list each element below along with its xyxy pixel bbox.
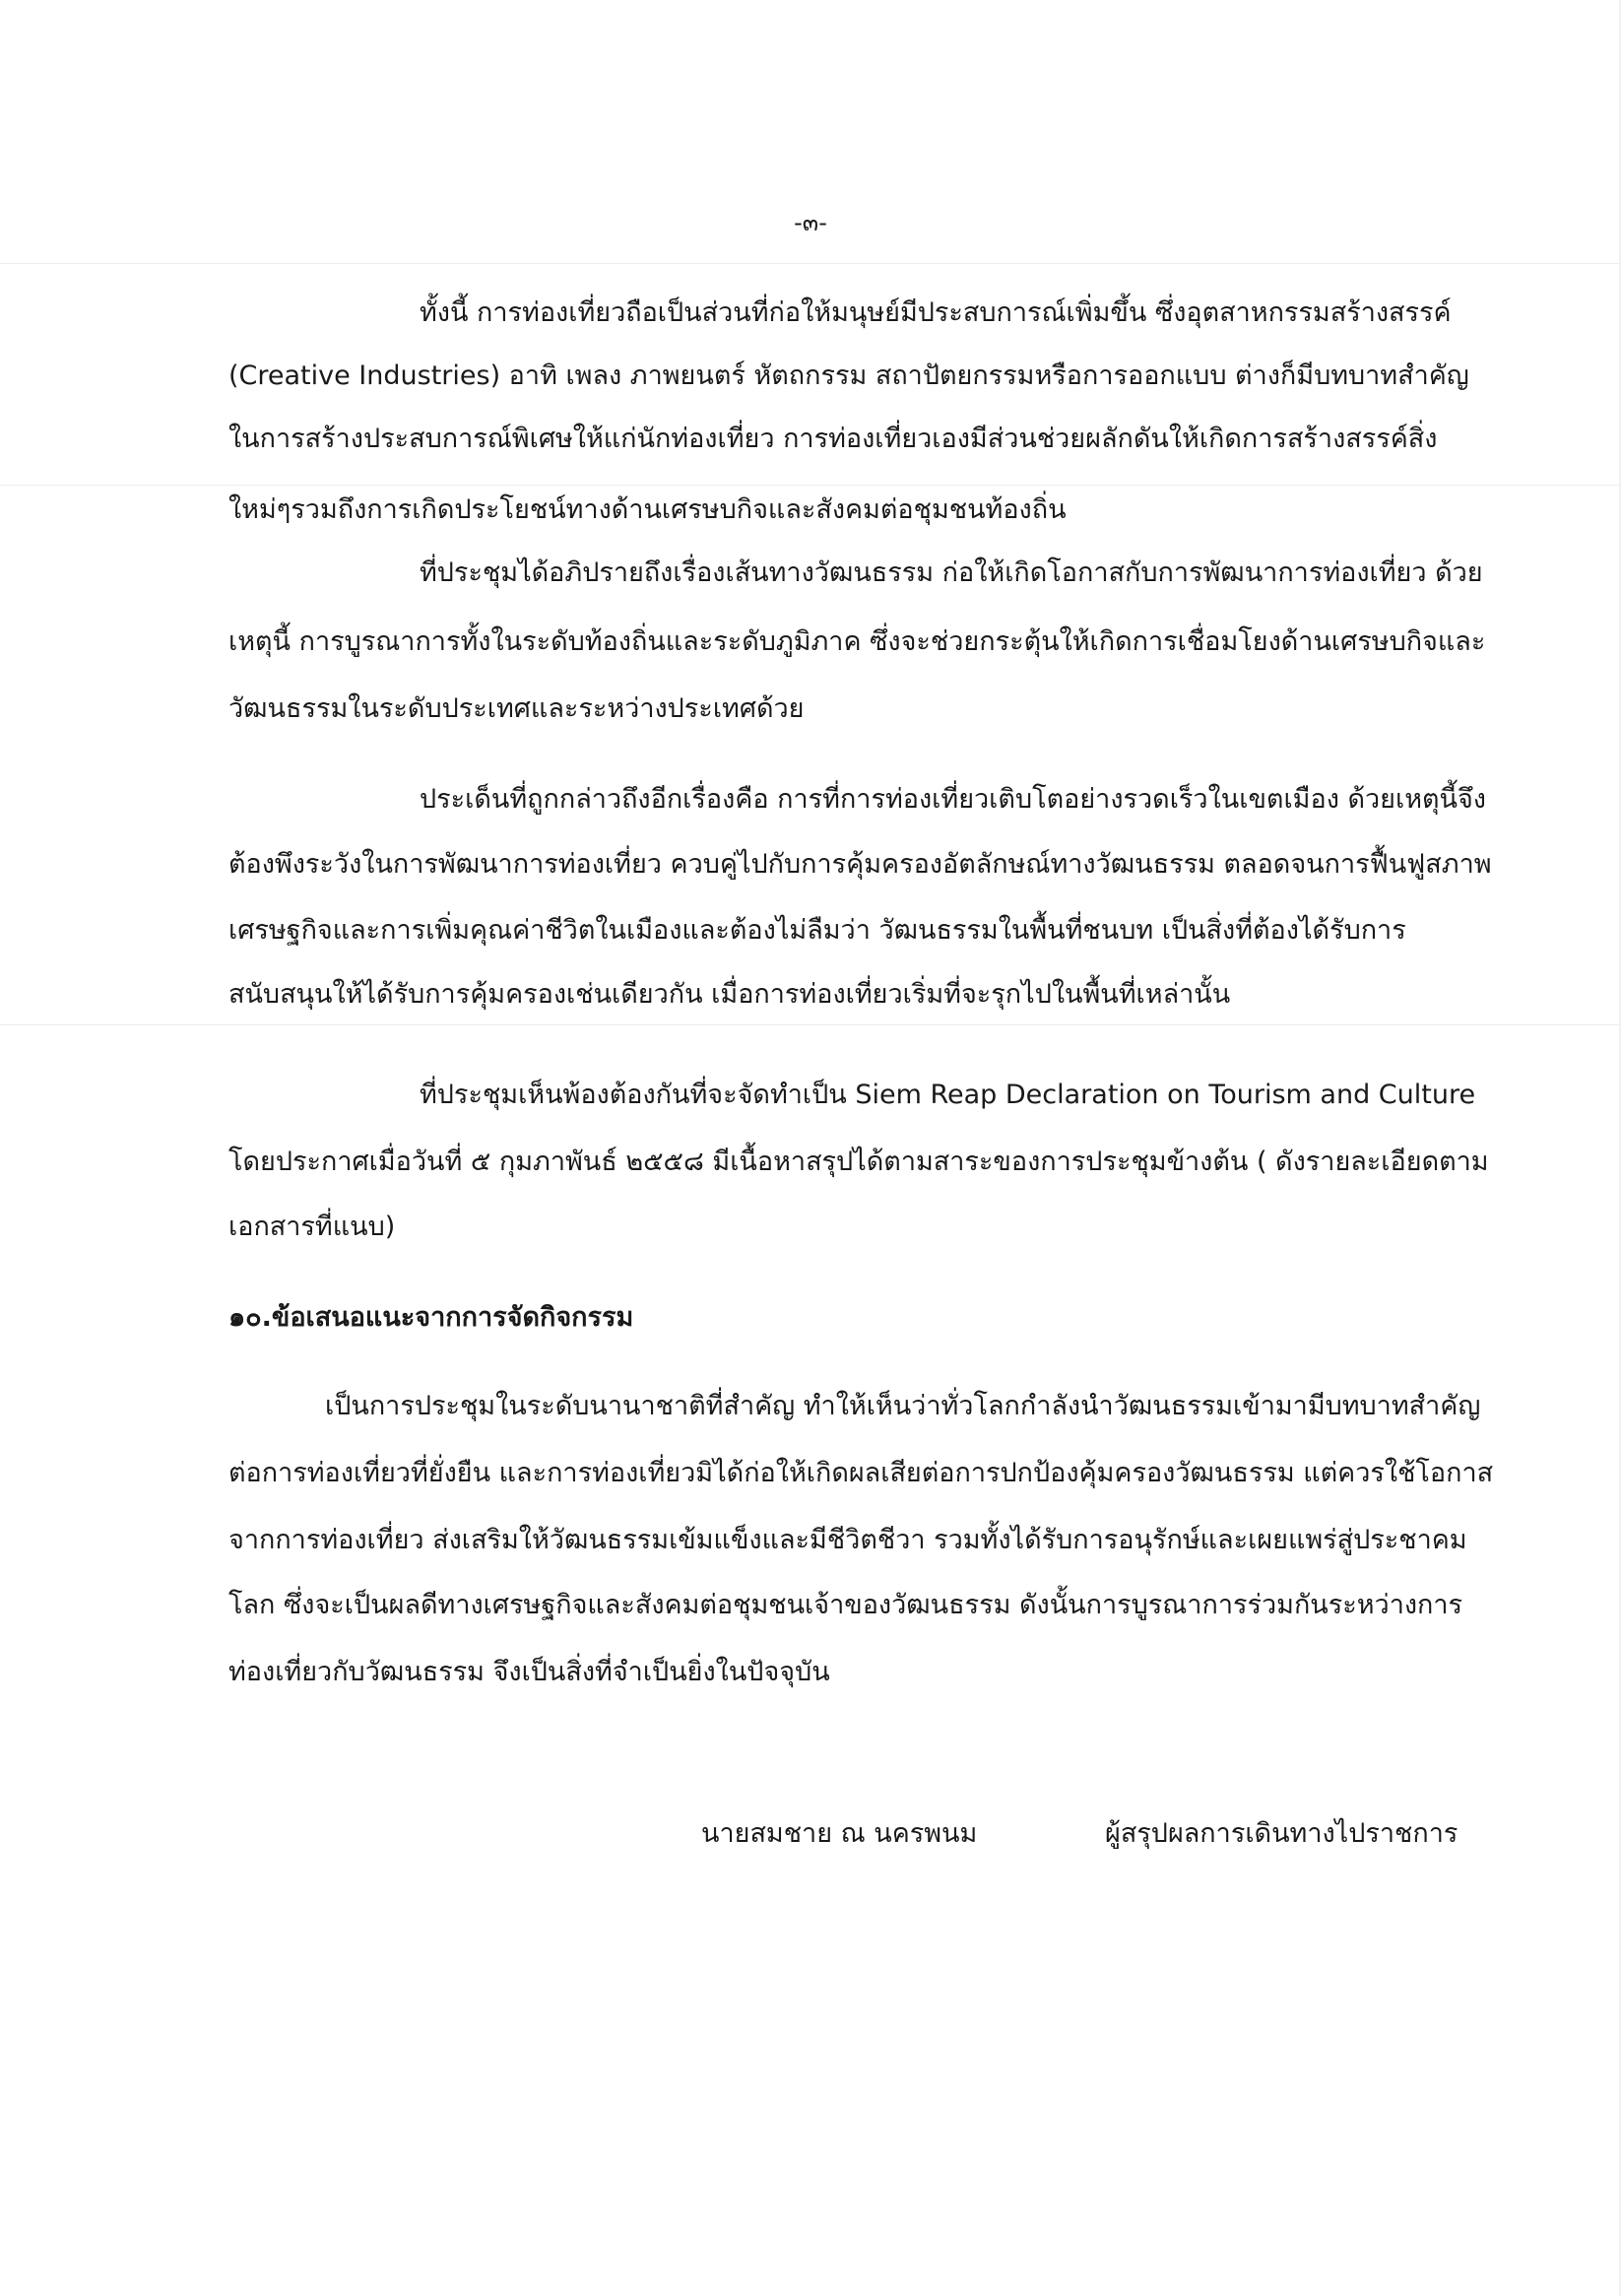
paragraph-line: ทั้งนี้ การท่องเที่ยวถือเป็นส่วนที่ก่อให้มนุษย์มีประสบการณ์เพิ่มขึ้น ซึ่งอุตสาหกรรมสร้างสรรค์ — [420, 297, 1452, 328]
paragraph-line: ใหม่ๆรวมถึงการเกิดประโยชน์ทางด้านเศรษบกิจและสังคมต่อชุมชนท้องถิ่น — [228, 494, 1067, 525]
paragraph-line: ต้องพึงระวังในการพัฒนาการท่องเที่ยว ควบคู่ไปกับการคุ้มครองอัตลักษณ์ทางวัฒนธรรม ตลอดจนการฟื้นฟูสภาพ — [228, 849, 1492, 880]
paragraph-line: (Creative Industries) อาทิ เพลง ภาพยนตร์ หัตถกรรม สถาปัตยกรรมหรือการออกแบบ ต่างก็มีบทบาทสำคัญ — [228, 361, 1469, 391]
section-heading: ๑๐.ข้อเสนอแนะจากการจัดกิจกรรม — [228, 1302, 634, 1333]
page-number: -๓- — [794, 209, 827, 236]
paragraph-line: เป็นการประชุมในระดับนานาชาติที่สำคัญ ทำให้เห็นว่าทั่วโลกกำลังนำวัฒนธรรมเข้ามามีบทบาทสำคัญ — [325, 1391, 1481, 1421]
signature-role: ผู้สรุปผลการเดินทางไปราชการ — [1105, 1818, 1459, 1849]
paragraph-line: โลก ซึ่งจะเป็นผลดีทางเศรษฐกิจและสังคมต่อชุมชนเจ้าของวัฒนธรรม ดังนั้นการบูรณาการร่วมกันระหว่างการ — [228, 1590, 1463, 1620]
paragraph-line: เศรษฐกิจและการเพิ่มคุณค่าชีวิตในเมืองและต้องไม่ลืมว่า วัฒนธรรมในพื้นที่ชนบท เป็นสิ่งที่ต้องได้รับการ — [228, 915, 1406, 946]
scan-artifact-line — [0, 263, 1621, 264]
scan-artifact-line — [0, 485, 1621, 486]
paragraph-line: โดยประกาศเมื่อวันที่ ๕ กุมภาพันธ์ ๒๕๕๘ มีเนื้อหาสรุปได้ตามสาระของการประชุมข้างต้น ( ดังรายละเอียดตาม — [228, 1147, 1489, 1177]
paragraph-line: สนับสนุนให้ได้รับการคุ้มครองเช่นเดียวกัน เมื่อการท่องเที่ยวเริ่มที่จะรุกไปในพื้นที่เหล่านั้น — [228, 979, 1231, 1010]
paragraph-line: วัฒนธรรมในระดับประเทศและระหว่างประเทศด้วย — [228, 693, 805, 724]
paragraph-line: ท่องเที่ยวกับวัฒนธรรม จึงเป็นสิ่งที่จำเป็นยิ่งในปัจจุบัน — [228, 1657, 830, 1687]
paragraph-line: เหตุนี้ การบูรณาการทั้งในระดับท้องถิ่นและระดับภูมิภาค ซึ่งจะช่วยกระตุ้นให้เกิดการเชื่อมโยงด้านเศรษบกิจและ — [228, 626, 1486, 657]
scan-artifact-line — [0, 1024, 1621, 1025]
paragraph-line: ต่อการท่องเที่ยวที่ยั่งยืน และการท่องเที่ยวมิได้ก่อให้เกิดผลเสียต่อการปกป้องคุ้มครองวัฒนธรรม แต่ควรใช้โอกาส — [228, 1458, 1494, 1488]
paragraph-line: ที่ประชุมเห็นพ้องต้องกันที่จะจัดทำเป็น Siem Reap Declaration on Tourism and Culture — [420, 1080, 1476, 1110]
paragraph-line: ประเด็นที่ถูกกล่าวถึงอีกเรื่องคือ การที่การท่องเที่ยวเติบโตอย่างรวดเร็วในเขตเมือง ด้วยเหตุนี้จึง — [420, 784, 1486, 815]
paragraph-line: เอกสารที่แนบ) — [228, 1212, 396, 1242]
paragraph-line: จากการท่องเที่ยว ส่งเสริมให้วัฒนธรรมเข้มแข็งและมีชีวิตชีวา รวมทั้งได้รับการอนุรักษ์และเผยแพร่สู่ประชาคม — [228, 1525, 1467, 1555]
paragraph-line: ในการสร้างประสบการณ์พิเศษให้แก่นักท่องเที่ยว การท่องเที่ยวเองมีส่วนช่วยผลักดันให้เกิดการสร้างสรรค์สิ่ง — [228, 424, 1438, 454]
paragraph-line: ที่ประชุมได้อภิปรายถึงเรื่องเส้นทางวัฒนธรรม ก่อให้เกิดโอกาสกับการพัฒนาการท่องเที่ยว ด้วย — [420, 558, 1483, 588]
signature-name: นายสมชาย ณ นครพนม — [701, 1818, 978, 1849]
